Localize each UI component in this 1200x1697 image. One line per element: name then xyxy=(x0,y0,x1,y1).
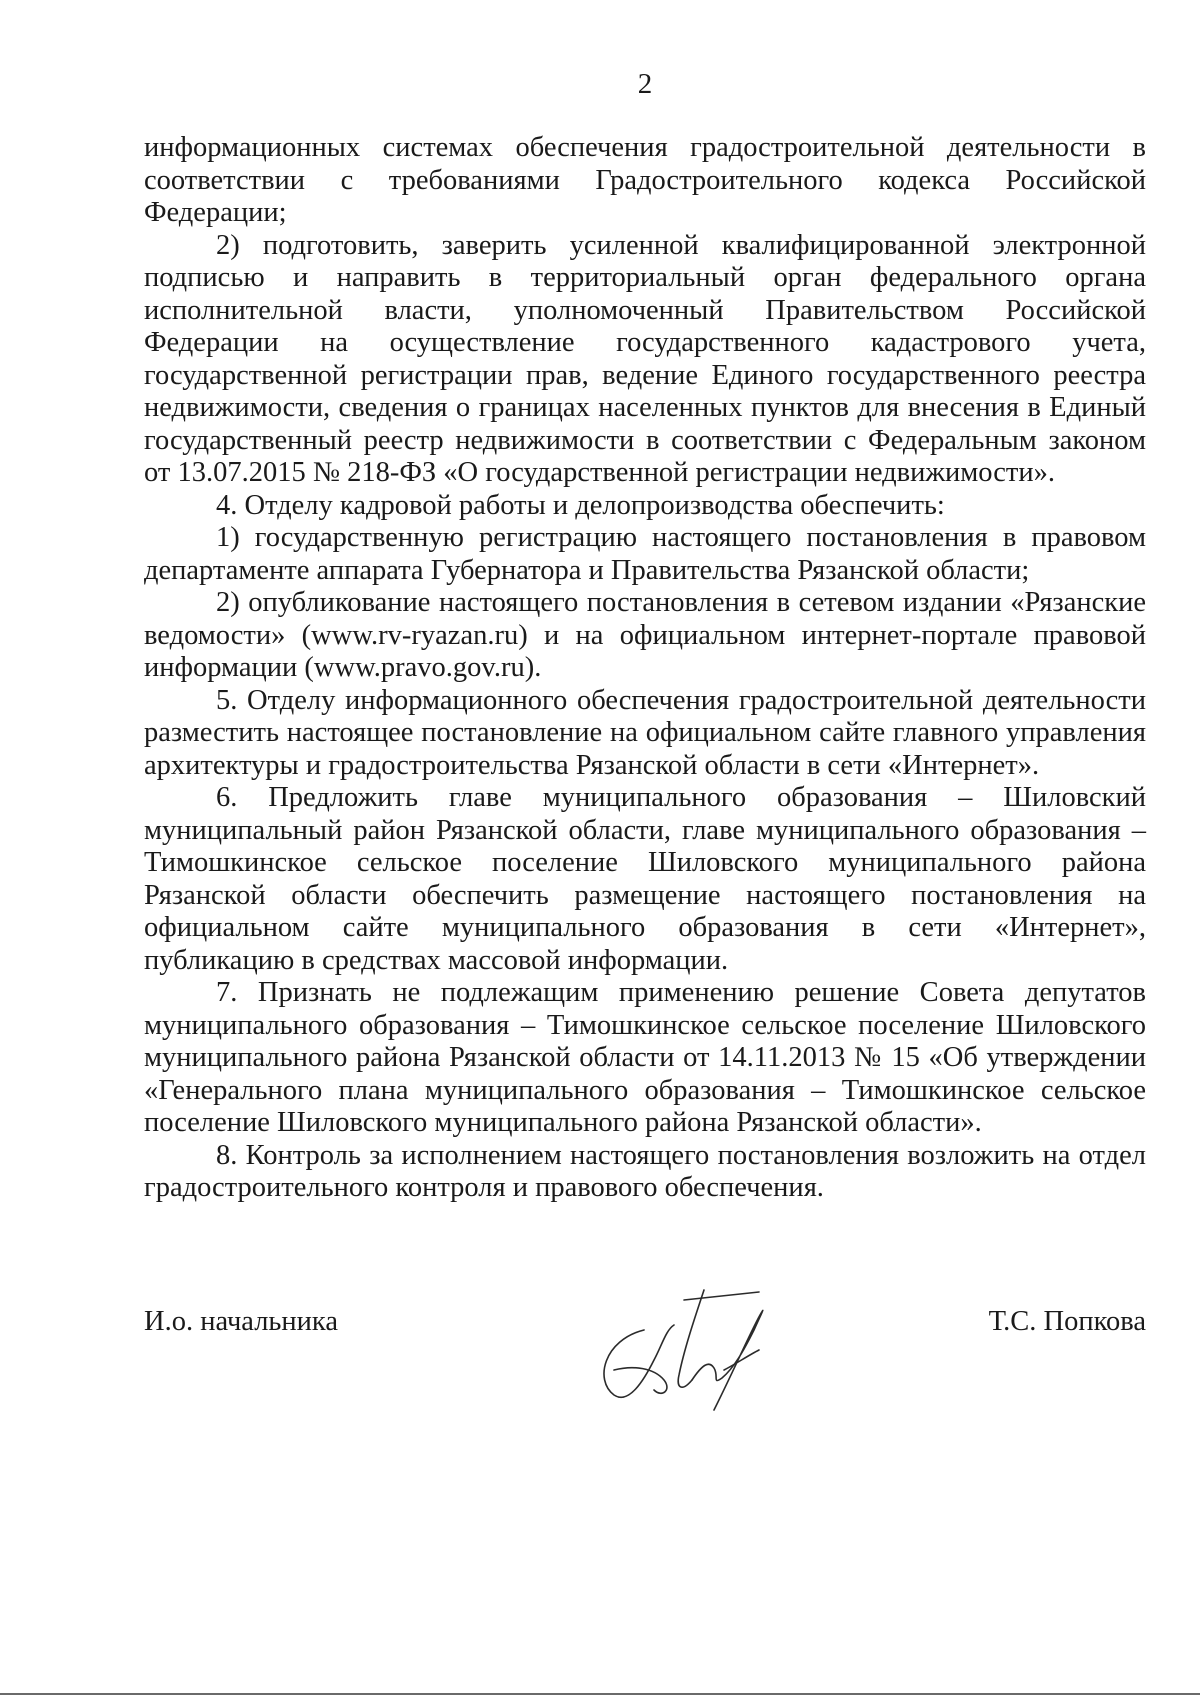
paragraph-continuation: информационных системах обеспечения градостроительной деятельности в соответствии с требованиями Градостроительного кодекса Российской Федерации; xyxy=(144,132,1146,228)
paragraph-item-4: 4. Отделу кадровой работы и делопроизводства обеспечить: xyxy=(216,489,945,521)
page-number: 2 xyxy=(637,68,653,100)
paragraph-item-3-2: 2) подготовить, заверить усиленной квалифицированной электронной подписью и направить в территориальный орган федерального органа исполнительной власти, уполномоченный Правительством Российской Федерации на осуществление государственного кадастрового учета, государственной регистрации прав, ведение Единого государственного реестра недвижимости, сведения о границах населенных пунктов для внесения в Единый государственный реестр недвижимости в соответствии с Федеральным законом от 13.07.2015 № 218-ФЗ «О государственной регистрации недвижимости». xyxy=(144,229,1146,488)
document-body xyxy=(144,132,1146,1205)
paragraph-item-7: 7. Признать не подлежащим применению решение Совета депутатов муниципального образования – Тимошкинское сельское поселение Шиловского муниципального района Рязанской области от 14.11.2013 № 15 «Об утверждении «Генерального плана муниципального образования – Тимошкинское сельское поселение Шиловского муниципального района Рязанской области». xyxy=(144,977,1146,1138)
paragraph-item-6: 6. Предложить главе муниципального образования – Шиловский муниципальный район Рязанской области, главе муниципального образования – Тимошкинское сельское поселение Шиловского муниципального района Рязанской области обеспечить размещение настоящего постановления на официальном сайте муниципального образования в сети «Интернет», публикацию в средствах массовой информации. xyxy=(144,782,1146,976)
paragraph-item-4-1: 1) государственную регистрацию настоящего постановления в правовом департаменте аппарата Губернатора и Правительства Рязанской области; xyxy=(144,522,1146,586)
scan-edge-line xyxy=(0,1693,1200,1695)
handwritten-signature xyxy=(584,1270,804,1420)
paragraph-item-4-2: 2) опубликование настоящего постановления в сетевом издании «Рязанские ведомости» (www.rv-ryazan.ru) и на официальном интернет-портале правовой информации (www.pravo.gov.ru). xyxy=(144,587,1146,683)
paragraph-item-5: 5. Отделу информационного обеспечения градостроительной деятельности разместить настоящее постановление на официальном сайте главного управления архитектуры и градостроительства Рязанской области в сети «Интернет». xyxy=(144,684,1146,781)
paragraph-item-8: 8. Контроль за исполнением настоящего постановления возложить на отдел градостроительного контроля и правового обеспечения. xyxy=(144,1139,1146,1203)
signer-name: Т.С. Попкова xyxy=(988,1306,1146,1337)
signer-title: И.о. начальника xyxy=(144,1306,338,1337)
signature-block xyxy=(144,1300,1146,1450)
